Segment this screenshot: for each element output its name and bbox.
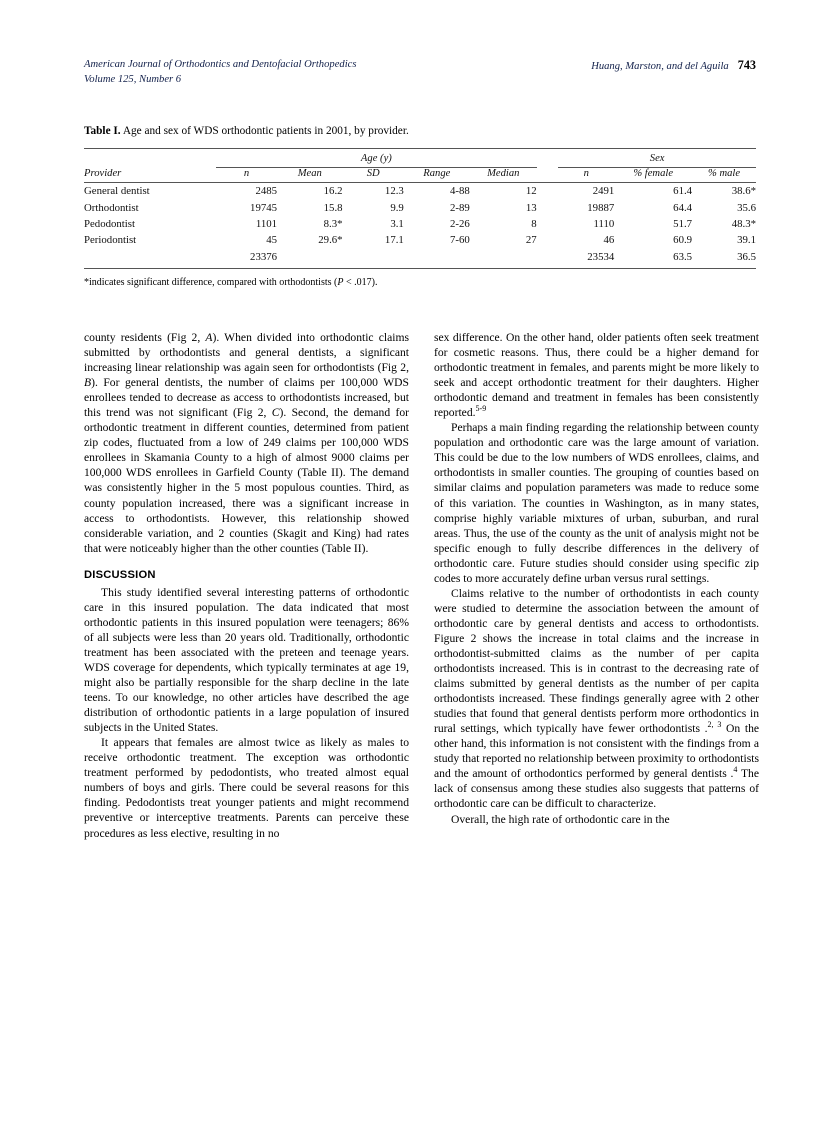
left-column	[84, 330, 409, 841]
p1-seg-a: county residents (Fig 2,	[84, 331, 206, 344]
cell-provider: General dentist	[84, 185, 150, 198]
col-header-pct-female: % female	[633, 168, 674, 179]
right-column	[434, 330, 759, 841]
table-label: Table I.	[84, 125, 121, 137]
cell-age-n-total: 23376	[250, 250, 278, 263]
table-totals-row	[84, 249, 756, 265]
cell-range: 2-26	[450, 217, 470, 230]
footnote-pre: *indicates significant difference, compared with orthodontists (	[84, 276, 338, 288]
journal-volume-issue: Volume 125, Number 6	[84, 73, 182, 85]
cell-median: 13	[525, 201, 537, 214]
table-bottom-rule	[84, 265, 756, 269]
cell-sex-n-total: 23534	[587, 250, 615, 263]
running-head	[84, 58, 756, 87]
cell-age-n: 19745	[250, 201, 278, 214]
cell-mean: 15.8	[323, 201, 343, 214]
cell-median: 12	[525, 185, 537, 198]
page-number: 743	[737, 58, 756, 72]
table-row	[84, 232, 756, 248]
col-header-range: Range	[423, 168, 451, 179]
cell-age-n: 1101	[255, 217, 278, 230]
cell-range: 4-88	[450, 185, 470, 198]
citation-ref-4: 4	[733, 765, 738, 775]
cell-sex-n: 19887	[587, 201, 615, 214]
paragraph-sex-difference	[434, 330, 759, 420]
p1-seg-b: ). When divided into orthodontic claims submitted by orthodontists and general dentists, a significant increasing linear relationship was again seen for orthodontists (Fig 2,	[84, 331, 409, 375]
col-header-age-n: n	[243, 168, 250, 179]
r3-seg-c: The lack of consensus among these studies also suggests that patterns of orthodontic care can be difficult to characterize.	[434, 767, 759, 811]
col-header-sd: SD	[366, 168, 380, 179]
section-heading-discussion: DISCUSSION	[84, 568, 156, 581]
cell-provider: Periodontist	[84, 234, 137, 247]
cell-sd-total	[343, 249, 404, 265]
footnote-post: < .017).	[343, 276, 378, 288]
paragraph-main-finding: Perhaps a main finding regarding the relationship between county population and orthodontic care was the large amount of variation. This could be due to the low numbers of WDS enrollees, claims, and orthodontists in smaller counties. The grouping of counties based on similar claims and population parameters was made to reduce some of this variation. The counties in Washington, as in many states, comprise highly variable mixtures of urban, suburban, and rural areas. Thus, the use of the county as the unit of analysis might not be specific enough to fully describe differences in the delivery of orthodontic care. Future studies should consider using specific zip codes to more accurately define urban versus rural settings.	[434, 421, 759, 585]
cell-age-n: 2485	[255, 185, 278, 198]
cell-range-total	[404, 249, 470, 265]
paragraph-county-residents	[84, 330, 409, 556]
table-column-header-row	[84, 168, 756, 180]
cell-sd: 12.3	[384, 185, 404, 198]
body-columns	[84, 330, 759, 841]
col-header-sex-n: n	[583, 168, 589, 179]
group-header-sex: Sex	[649, 153, 665, 164]
cell-sex-n: 1110	[593, 217, 615, 230]
table-row	[84, 216, 756, 232]
fig-ref-a: A	[205, 331, 213, 344]
cell-sd: 17.1	[384, 234, 404, 247]
col-header-median: Median	[487, 168, 520, 179]
col-header-mean: Mean	[297, 168, 322, 179]
table-row	[84, 183, 756, 200]
cell-sex-n: 2491	[592, 185, 615, 198]
table-caption-text: Age and sex of WDS orthodontic patients in 2001, by provider.	[122, 125, 409, 137]
cell-pct-female: 51.7	[673, 217, 693, 230]
cell-sd: 3.1	[390, 217, 404, 230]
cell-mean: 8.3*	[323, 217, 343, 230]
p1-seg-c: ). For general dentists, the number of claims per 100,000 WDS enrollees tended to decrease as access to orthodontists increased, but this trend was not significant (Fig 2,	[84, 376, 409, 420]
cell-median: 8	[531, 217, 537, 230]
cell-mean: 16.2	[323, 185, 343, 198]
cell-pct-female: 64.4	[673, 201, 693, 214]
cell-median: 27	[525, 234, 537, 247]
cell-pct-male: 48.3*	[731, 217, 756, 230]
cell-provider: Orthodontist	[84, 201, 139, 214]
cell-pct-female: 61.4	[673, 185, 693, 198]
cell-mean-total	[277, 249, 343, 265]
table-row	[84, 199, 756, 215]
cell-median-total	[470, 249, 537, 265]
paragraph-overall: Overall, the high rate of orthodontic care in the	[451, 812, 670, 826]
author-names: Huang, Marston, and del Aguila	[591, 61, 729, 72]
cell-pct-male: 38.6*	[731, 185, 756, 198]
age-sex-table	[84, 148, 756, 269]
cell-mean: 29.6*	[318, 234, 343, 247]
p1-seg-d: ). Second, the demand for orthodontic treatment in different counties, determined from patient zip codes, fluctuated from a low of 249 claims per 100,000 WDS enrollees in Skamania County to a high of almost 9000 claims per 100,000 WDS enrollees in Garfield County (Table II). The demand was consistently higher in the 5 most populous counties. Third, as county population increased, there was a significant increase in access to orthodontists. However, this relationship showed considerable variation, and 2 counties (Skagit and King) had rates that were noticeably higher than the other counties (Table II).	[84, 406, 410, 555]
paragraph-claims-relative	[434, 586, 759, 812]
cell-pct-male-total: 36.5	[737, 250, 756, 263]
r3-seg-b: On the other hand, this information is not consistent with the findings from a study that reported no relationship between proximity to orthodontists and the amount of orthodontics performed by general dentists .	[434, 722, 760, 781]
cell-sex-n: 46	[603, 234, 615, 247]
cell-sd: 9.9	[390, 201, 404, 214]
cell-pct-female: 60.9	[673, 234, 693, 247]
r3-seg-a: Claims relative to the number of orthodontists in each county were studied to determine the association between the amount of orthodontic care by general dentists and access to orthodontists. Figure 2 shows the increase in total claims and the increase in orthodontist-submitted claims as the number of per capita orthodontists increased. This is in contrast to the decreasing rate of claims submitted by general dentists as the number of per capita orthodontists increased. These findings generally agree with 2 other studies that found that general dentists perform more orthodontics in rural settings, which typically have fewer orthodontists .	[434, 586, 759, 736]
paragraph-study-patterns: This study identified several interesting patterns of orthodontic care in this insured population. The data indicated that most orthodontic patients in this insured population were teenagers; 86% of all subjects were less than 20 years old. Traditionally, orthodontic treatment has been associated with the preteen and teenage years. WDS coverage for dependents, which typically terminates at age 19, might also be partially responsible for the sharp decline in the late teens. To our knowledge, no other articles have described the age distribution of orthodontic patients in a large population of insured subjects in the United States.	[84, 585, 409, 735]
fig-ref-c: C	[271, 406, 280, 420]
table-block	[84, 124, 756, 290]
cell-pct-male: 39.1	[737, 234, 756, 247]
journal-title: American Journal of Orthodontics and Dentofacial Orthopedics	[84, 59, 357, 70]
col-header-provider: Provider	[84, 168, 122, 179]
table-footnote	[84, 276, 756, 290]
cell-pct-male: 35.6	[737, 201, 756, 214]
table-group-header-row	[84, 153, 756, 164]
cell-pct-female-total: 63.5	[673, 250, 693, 263]
authors-and-page	[591, 58, 756, 75]
table-caption	[84, 124, 756, 139]
cell-range: 2-89	[450, 201, 470, 214]
col-header-pct-male: % male	[708, 168, 741, 179]
paragraph-females-twice: It appears that females are almost twice as likely as males to receive orthodontic treatment. The exception was orthodontic treatment performed by pedodontists, who treated almost equal numbers of boys and girls. There could be several reasons for this finding. Pedodontists treat younger patients and might recommend preventive or interceptive treatments. Parents can perceive these procedures as less elective, resulting in no	[84, 736, 409, 840]
group-header-age: Age (y)	[360, 153, 392, 164]
cell-provider-total	[84, 249, 216, 265]
cell-age-n: 45	[266, 234, 278, 247]
cell-range: 7-60	[450, 234, 470, 247]
r1-text: sex difference. On the other hand, older patients often seek treatment for cosmetic reasons. Thus, there could be a higher demand for orthodontic treatment in females, and parents might be more likely to seek and accept orthodontic treatment for their daughters. Higher orthodontic demand and treatment in females has been consistently reported.	[434, 331, 759, 420]
citation-ref-2-3: 2, 3	[707, 720, 722, 730]
footnote-p-symbol: P	[337, 276, 344, 288]
fig-ref-b: B	[84, 376, 92, 390]
journal-title-block	[84, 58, 356, 87]
cell-provider: Pedodontist	[84, 217, 135, 230]
citation-ref-5-9: 5-9	[475, 404, 487, 414]
